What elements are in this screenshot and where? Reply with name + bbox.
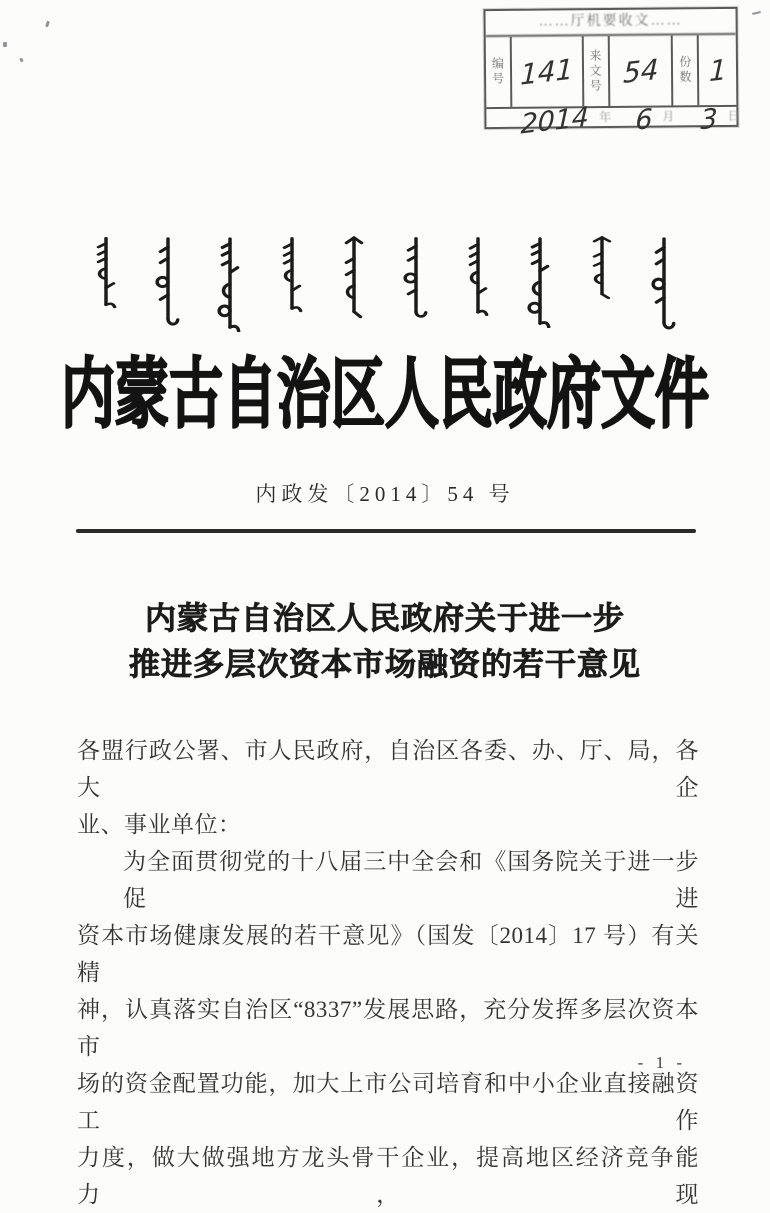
stamp-header-text: ……厅机要收文……: [485, 9, 735, 37]
mongolian-glyph: [589, 236, 615, 302]
mongolian-glyph: [217, 236, 243, 332]
mongolian-glyph: [279, 236, 305, 314]
stamp-field-label-incoming-doc-no: 来文号: [583, 36, 610, 106]
paragraph-line: 力度，做大做强地方龙头骨干企业，提高地区经济竞争能力，现: [77, 1145, 699, 1207]
mongolian-glyph: [527, 236, 553, 328]
stamp-field-value-incoming-doc-no: [609, 35, 673, 106]
mongolian-glyph: [403, 236, 429, 320]
mongolian-glyph: [651, 236, 677, 332]
scan-speck: [3, 42, 7, 47]
scan-speck: [19, 58, 24, 63]
masthead-rule: [76, 529, 696, 533]
salutation-line: 各盟行政公署、市人民政府，自治区各委、办、厅、局，各大企: [77, 738, 699, 800]
paragraph-line: 场的资金配置功能，加大上市公司培育和中小企业直接融资工作: [77, 1071, 699, 1133]
paragraph-line: 资本市场健康发展的若干意见》（国发〔2014〕17 号）有关精: [77, 923, 699, 985]
scan-speck: [45, 21, 50, 28]
document-number: 内政发〔2014〕54 号: [255, 482, 515, 506]
handwritten-day: 3: [700, 103, 718, 137]
month-label: 月: [662, 109, 675, 124]
stamp-date-row: [486, 101, 740, 141]
document-title-line: 内蒙古自治区人民政府关于进一步: [145, 601, 625, 636]
scan-speck: [752, 11, 761, 15]
handwritten-number: 54: [622, 52, 659, 90]
masthead-title: 内蒙古自治区人民政府文件: [61, 352, 709, 438]
handwritten-month: 6: [634, 103, 653, 137]
handwritten-number: 1: [708, 52, 727, 88]
receipt-stamp: [483, 7, 740, 141]
mongolian-glyph: [465, 236, 491, 318]
stamp-field-value-copies: [699, 35, 736, 105]
stamp-field-label-number: 编号: [486, 37, 513, 107]
stamp-field-value-number: [512, 36, 584, 107]
document-title: [0, 596, 770, 688]
salutation-line: 业、事业单位：: [77, 812, 242, 837]
page-number: - 1 -: [637, 1053, 686, 1072]
handwritten-year: 2014: [520, 101, 590, 141]
mongolian-script-masthead: [0, 236, 770, 336]
document-title-line: 推进多层次资本市场融资的若干意见: [129, 647, 641, 682]
stamp-fields-row: [486, 35, 737, 107]
mongolian-glyph: [341, 236, 367, 322]
day-label: 日: [727, 108, 740, 123]
document-body: [77, 732, 699, 1213]
mongolian-glyph: [93, 236, 119, 310]
paragraph-line: 为全面贯彻党的十八届三中全会和《国务院关于进一步促进: [123, 849, 699, 911]
handwritten-number: 141: [519, 51, 574, 92]
year-label: 年: [599, 110, 612, 125]
mongolian-glyph: [155, 236, 181, 328]
stamp-field-label-copies: 份数: [673, 35, 700, 105]
paragraph-line: 神，认真落实自治区“8337”发展思路，充分发挥多层次资本市: [77, 997, 699, 1059]
